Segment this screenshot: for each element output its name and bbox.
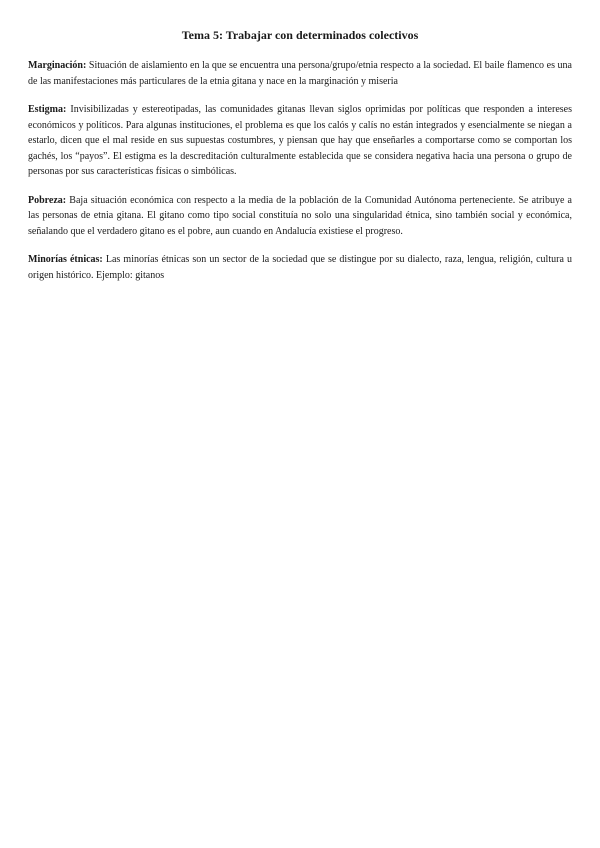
entry-pobreza	[28, 193, 572, 240]
entry-definition: Las minorías étnicas son un sector de la sociedad que se distingue por su dialecto, raza, lengua, religión, cultura u origen histórico. Ejemplo: gitanos	[28, 254, 572, 281]
entry-estigma	[28, 102, 572, 180]
entry-definition: Situación de aislamiento en la que se encuentra una persona/grupo/etnia respecto a la sociedad. El baile flamenco es una de las manifestaciones más particulares de la etnia gitana y nace en la marginación y miseria	[28, 60, 572, 87]
entry-term: Minorías étnicas:	[28, 254, 103, 265]
entry-term: Marginación:	[28, 60, 87, 71]
entry-definition: Invisibilizadas y estereotipadas, las comunidades gitanas llevan siglos oprimidas por políticas que responden a intereses económicos y políticos. Para algunas instituciones, el problema es que los calós y calís no están integrados y esencialmente se niegan a estarlo, dicen que el mal reside en sus supuestas costumbres, y piensan que hay que enseñarles a comportarse como se comportan los gachés, los “payos”. El estigma es la descreditación culturalmente establecida que se considera negativa hacia una persona o grupo de personas por sus características físicas o simbólicas.	[28, 104, 572, 177]
document-page	[28, 28, 572, 296]
document-title: Tema 5: Trabajar con determinados colectivos	[181, 28, 419, 42]
entry-term: Estigma:	[28, 104, 67, 115]
entry-marginacion	[28, 58, 572, 89]
entry-minorias-etnicas	[28, 252, 572, 283]
entry-definition: Baja situación económica con respecto a la media de la población de la Comunidad Autónoma perteneciente. Se atribuye a las personas de etnia gitana. El gitano como tipo social constituía no solo una singularidad étnica, sino también social y económica, señalando que el verdadero gitano es el pobre, aun cuando en Andalucía existiese el progreso.	[28, 194, 572, 237]
entry-term: Pobreza:	[28, 194, 67, 206]
